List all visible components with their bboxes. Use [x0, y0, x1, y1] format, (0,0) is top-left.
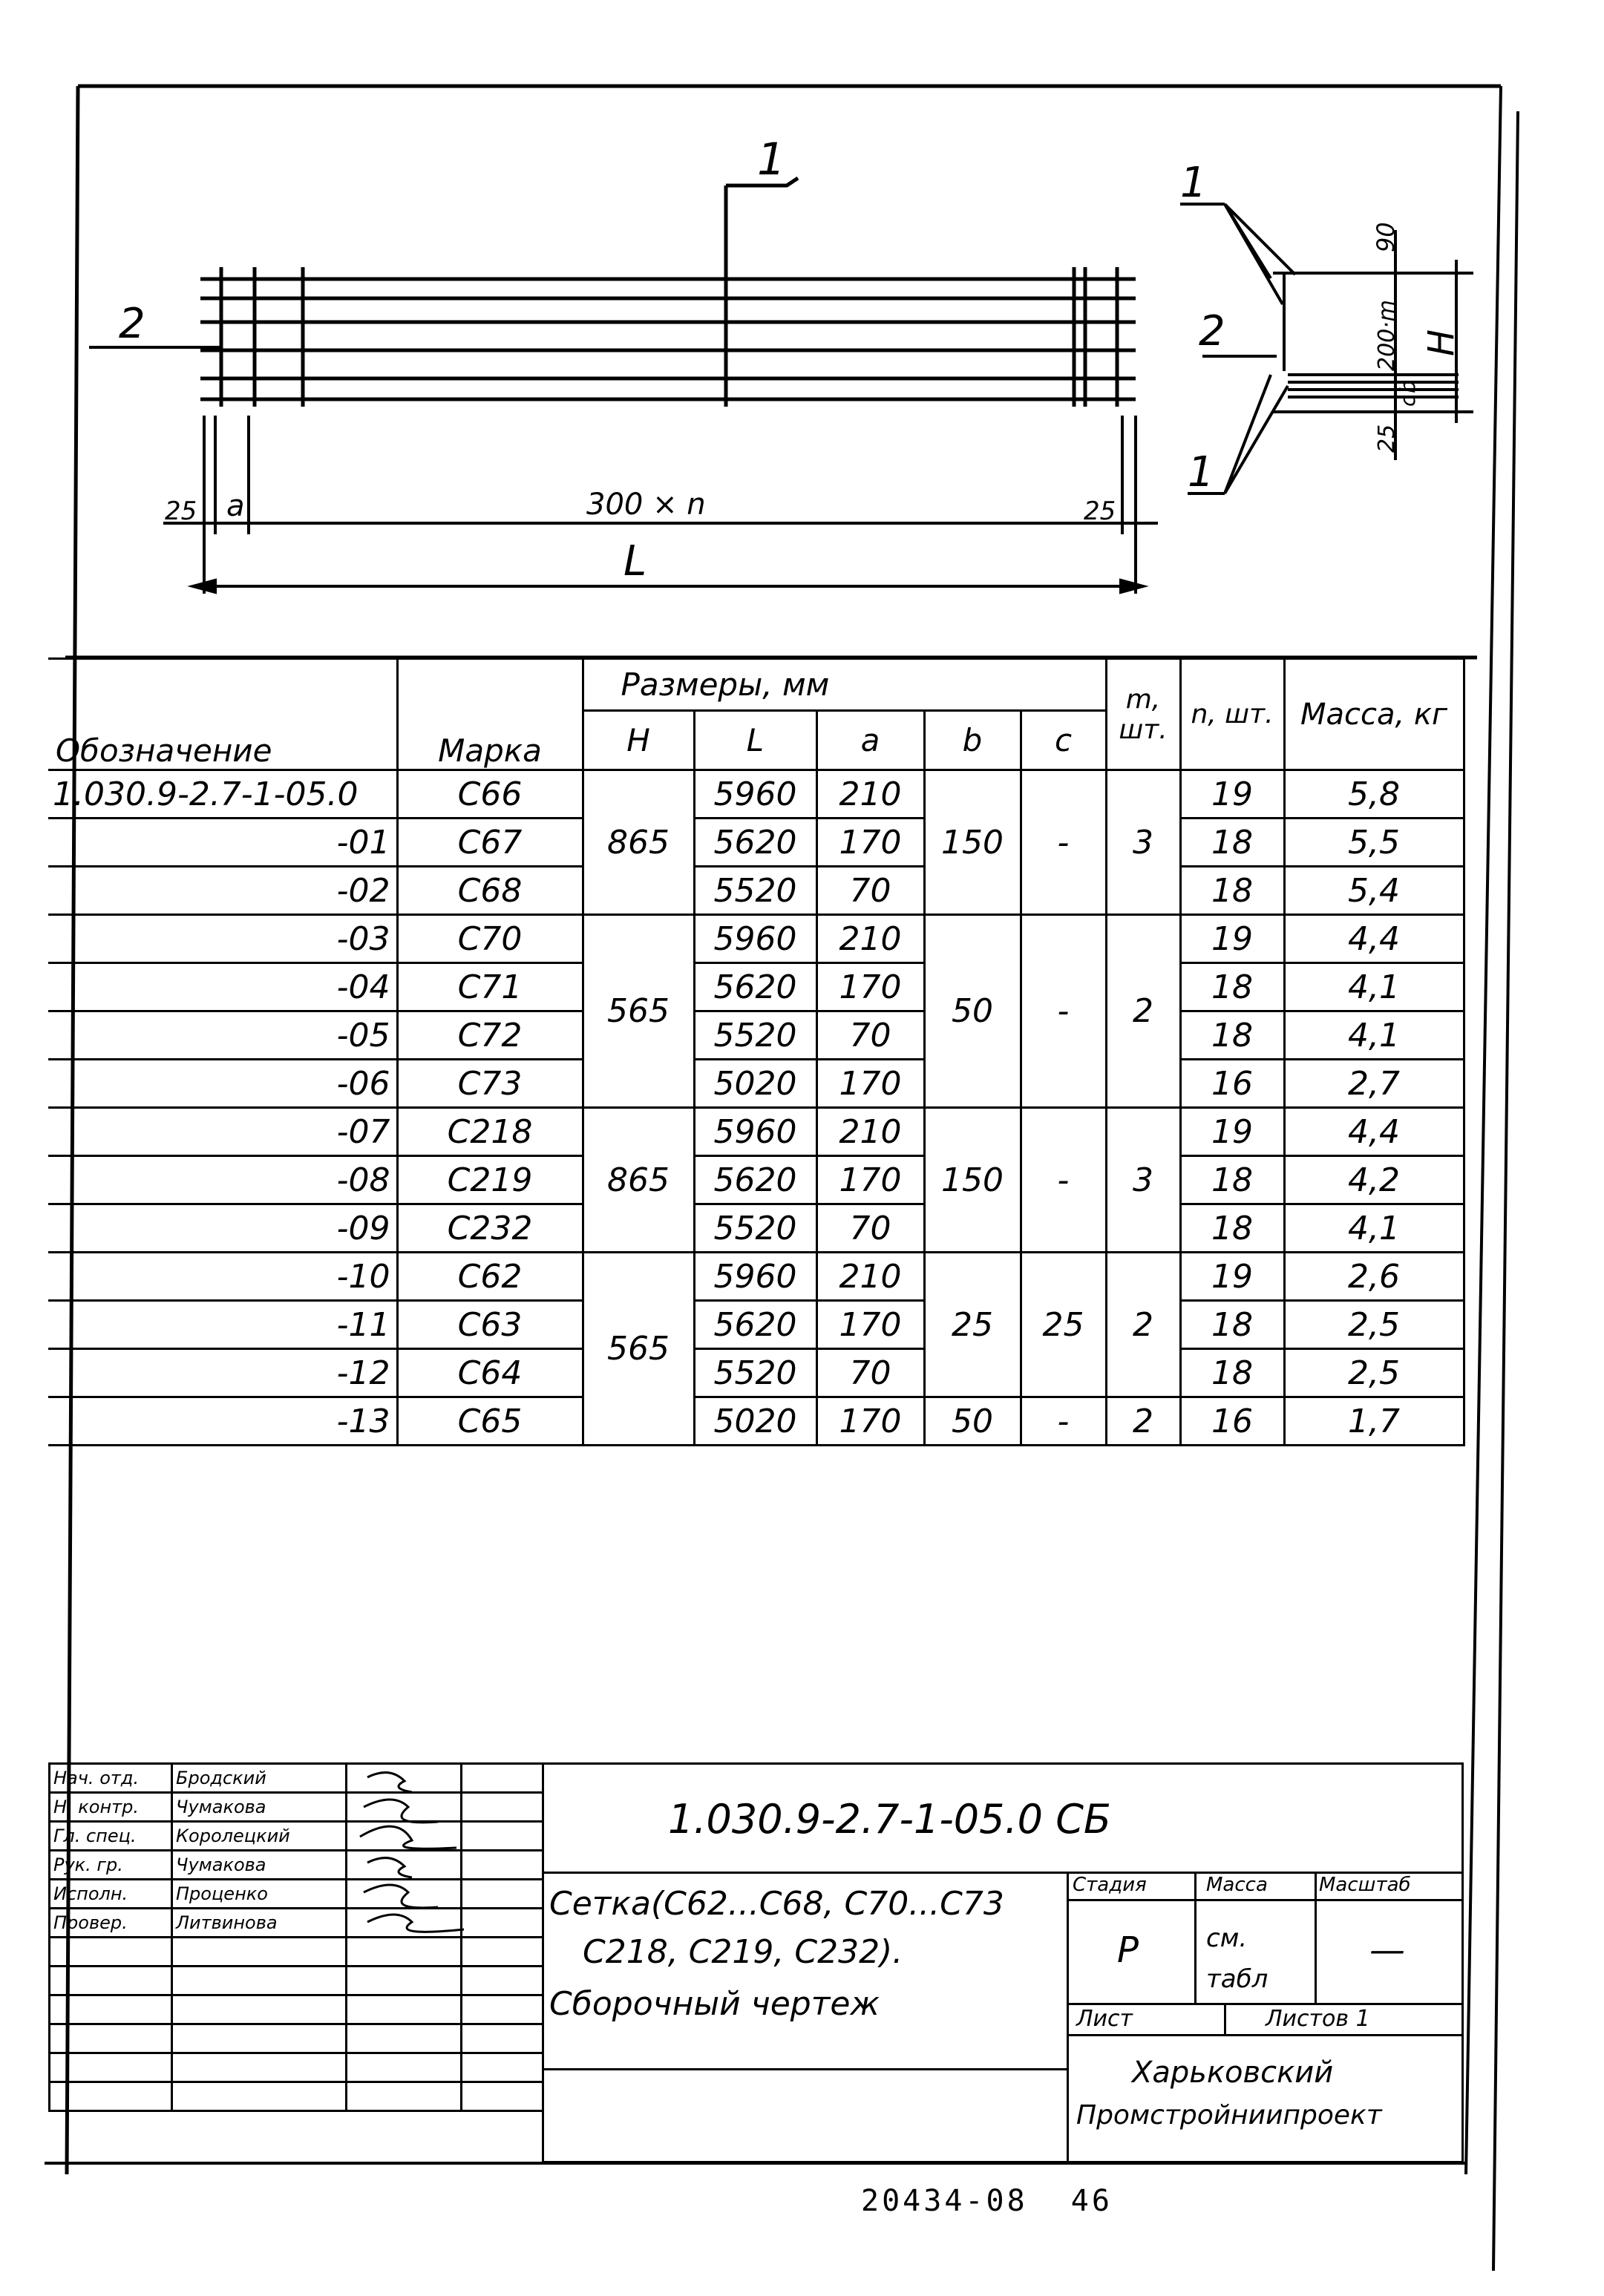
- table-row: [48, 1108, 1464, 1156]
- row-n: 18: [1180, 1011, 1284, 1060]
- mass-value: см. табл: [1206, 1923, 1269, 1994]
- col-m-header: m, шт.: [1106, 659, 1180, 770]
- col-a-header: a: [816, 711, 924, 770]
- row-L: 5620: [694, 963, 816, 1011]
- group-c: -: [1021, 1397, 1106, 1446]
- group-c: -: [1021, 915, 1106, 1108]
- group-b: 25: [924, 1253, 1021, 1397]
- row-mark: С70: [397, 915, 583, 963]
- table-row: [48, 1156, 1464, 1204]
- row-n: 19: [1180, 1108, 1284, 1156]
- row-L: 5960: [694, 915, 816, 963]
- mass-label: Масса: [1206, 1874, 1268, 1896]
- title-block: [48, 1762, 1464, 2163]
- row-a: 70: [816, 1011, 924, 1060]
- row-n: 16: [1180, 1397, 1284, 1446]
- row-L: 5620: [694, 1301, 816, 1349]
- col-H-header: H: [583, 711, 694, 770]
- dim-200m: 200·m: [1374, 299, 1400, 371]
- row-L: 5020: [694, 1060, 816, 1108]
- specification-table: [48, 657, 1465, 1446]
- dim-25-left: 25: [165, 496, 197, 526]
- dim-c: c: [1395, 395, 1420, 407]
- organization-line-1: Харьковский: [1132, 2056, 1334, 2090]
- table-row: [48, 963, 1464, 1011]
- mesh-longitudinal-bars: [200, 279, 1136, 399]
- row-n: 19: [1180, 915, 1284, 963]
- table-row: [48, 770, 1464, 819]
- row-mark: С232: [397, 1204, 583, 1253]
- row-mass: 2,6: [1284, 1253, 1464, 1301]
- date-cell: [462, 1967, 543, 1995]
- dim-90: 90: [1372, 222, 1400, 252]
- row-mass: 4,2: [1284, 1156, 1464, 1204]
- col-mark-header: Марка: [397, 659, 583, 770]
- title-line-1: Сетка(С62...С68, С70...С73: [549, 1885, 1004, 1923]
- role-label: Исполн.: [50, 1880, 172, 1909]
- table-row: [48, 867, 1464, 915]
- bar-2-label: 2: [119, 300, 145, 348]
- col-L-header: L: [694, 711, 816, 770]
- table-row: [48, 1349, 1464, 1397]
- row-mass: 2,7: [1284, 1060, 1464, 1108]
- row-n: 19: [1180, 1253, 1284, 1301]
- row-designation: -11: [48, 1301, 397, 1349]
- sheets-label: Листов 1: [1266, 2006, 1370, 2032]
- person-name: Чумакова: [172, 1793, 347, 1822]
- row-mark: С64: [397, 1349, 583, 1397]
- dim-a: a: [226, 489, 245, 523]
- row-mass: 4,1: [1284, 1204, 1464, 1253]
- table-row: [48, 1060, 1464, 1108]
- col-designation-header: Обозначение: [48, 659, 397, 770]
- col-c-header: c: [1021, 711, 1106, 770]
- row-designation: -08: [48, 1156, 397, 1204]
- row-designation: -13: [48, 1397, 397, 1446]
- row-mass: 2,5: [1284, 1349, 1464, 1397]
- row-mark: С219: [397, 1156, 583, 1204]
- row-mass: 5,8: [1284, 770, 1464, 819]
- row-n: 19: [1180, 770, 1284, 819]
- row-a: 170: [816, 1397, 924, 1446]
- row-mark: С218: [397, 1108, 583, 1156]
- role-label: Гл. спец.: [50, 1822, 172, 1851]
- role-label: [50, 1995, 172, 2024]
- row-designation: -05: [48, 1011, 397, 1060]
- role-label: [50, 1967, 172, 1995]
- row-L: 5520: [694, 1011, 816, 1060]
- row-mark: С65: [397, 1397, 583, 1446]
- row-mass: 4,1: [1284, 963, 1464, 1011]
- row-designation: -12: [48, 1349, 397, 1397]
- person-name: [172, 1995, 347, 2024]
- col-sizes-header: Размеры, мм: [583, 659, 1106, 711]
- dim-25-right: 25: [1084, 496, 1116, 526]
- table-row: [48, 1253, 1464, 1301]
- frame-right: [1466, 86, 1501, 2174]
- row-mass: 5,4: [1284, 867, 1464, 915]
- title-line-3: Сборочный чертеж: [549, 1985, 880, 2023]
- person-name: [172, 1938, 347, 1967]
- dim-25-side: 25: [1374, 424, 1400, 453]
- blank-lower-cell: [542, 2068, 1069, 2163]
- row-L: 5620: [694, 819, 816, 867]
- row-mass: 5,5: [1284, 819, 1464, 867]
- group-H: 865: [583, 1108, 694, 1253]
- row-designation: -01: [48, 819, 397, 867]
- section-mark-lower-right: 1: [1188, 448, 1214, 496]
- row-a: 70: [816, 1349, 924, 1397]
- group-b: 150: [924, 770, 1021, 915]
- row-designation: -06: [48, 1060, 397, 1108]
- row-a: 210: [816, 915, 924, 963]
- row-L: 5960: [694, 770, 816, 819]
- group-m: 2: [1106, 1397, 1180, 1446]
- group-c: -: [1021, 770, 1106, 915]
- row-a: 170: [816, 1060, 924, 1108]
- group-b: 50: [924, 915, 1021, 1108]
- row-a: 210: [816, 770, 924, 819]
- row-mass: 2,5: [1284, 1301, 1464, 1349]
- row-L: 5960: [694, 1108, 816, 1156]
- row-mark: С67: [397, 819, 583, 867]
- group-m: 2: [1106, 1253, 1180, 1397]
- row-a: 170: [816, 963, 924, 1011]
- signature-row: [50, 2082, 543, 2111]
- row-a: 210: [816, 1108, 924, 1156]
- bar-2-label-right: 2: [1199, 307, 1225, 355]
- row-n: 18: [1180, 1156, 1284, 1204]
- group-c: 25: [1021, 1253, 1106, 1397]
- signature-row: [50, 1995, 543, 2024]
- row-designation: 1.030.9-2.7-1-05.0: [48, 770, 397, 819]
- row-a: 70: [816, 867, 924, 915]
- role-label: Н. контр.: [50, 1793, 172, 1822]
- row-a: 210: [816, 1253, 924, 1301]
- row-mark: С73: [397, 1060, 583, 1108]
- date-cell: [462, 2082, 543, 2111]
- scale-value: —: [1369, 1929, 1405, 1971]
- group-b: 50: [924, 1397, 1021, 1446]
- table-row: [48, 915, 1464, 963]
- group-b: 150: [924, 1108, 1021, 1253]
- row-a: 170: [816, 1156, 924, 1204]
- role-label: Рук. гр.: [50, 1851, 172, 1880]
- row-designation: -02: [48, 867, 397, 915]
- signature-row: [50, 2024, 543, 2053]
- row-mark: С71: [397, 963, 583, 1011]
- role-label: [50, 1938, 172, 1967]
- person-name: Королецкий: [172, 1822, 347, 1851]
- row-mark: С63: [397, 1301, 583, 1349]
- row-L: 5960: [694, 1253, 816, 1301]
- row-a: 170: [816, 1301, 924, 1349]
- table-row: [48, 1301, 1464, 1349]
- dim-H: H: [1421, 329, 1462, 356]
- document-code: 1.030.9-2.7-1-05.0 СБ: [668, 1796, 1111, 1843]
- row-n: 18: [1180, 963, 1284, 1011]
- table-row: [48, 1397, 1464, 1446]
- role-label: Нач. отд.: [50, 1764, 172, 1793]
- row-mass: 4,4: [1284, 915, 1464, 963]
- dim-300n: 300 × n: [586, 488, 706, 522]
- row-mark: С72: [397, 1011, 583, 1060]
- row-a: 70: [816, 1204, 924, 1253]
- row-mass: 1,7: [1284, 1397, 1464, 1446]
- section-mark-label: 1: [757, 134, 786, 186]
- scale-label: Масштаб: [1319, 1874, 1411, 1896]
- group-H: 565: [583, 915, 694, 1108]
- footer-code: [861, 2184, 1113, 2218]
- role-label: [50, 2082, 172, 2111]
- row-a: 170: [816, 819, 924, 867]
- stage-value: Р: [1117, 1929, 1139, 1971]
- person-name: Чумакова: [172, 1851, 347, 1880]
- row-L: 5520: [694, 1349, 816, 1397]
- role-label: [50, 2053, 172, 2082]
- row-L: 5520: [694, 1204, 816, 1253]
- signature: [347, 1967, 462, 1995]
- table-row: [48, 1011, 1464, 1060]
- col-mass-header: Масса, кг: [1284, 659, 1464, 770]
- row-mark: С62: [397, 1253, 583, 1301]
- row-n: 18: [1180, 1349, 1284, 1397]
- row-designation: -10: [48, 1253, 397, 1301]
- group-m: 3: [1106, 770, 1180, 915]
- date-cell: [462, 1995, 543, 2024]
- group-H: 565: [583, 1253, 694, 1446]
- signature-row: [50, 1967, 543, 1995]
- person-name: Проценко: [172, 1880, 347, 1909]
- section-mark-upper-right: 1: [1180, 159, 1207, 207]
- person-name: [172, 2082, 347, 2111]
- row-mass: 4,4: [1284, 1108, 1464, 1156]
- signature: [347, 2082, 462, 2111]
- role-label: [50, 2024, 172, 2053]
- row-n: 18: [1180, 1301, 1284, 1349]
- row-L: 5620: [694, 1156, 816, 1204]
- handwritten-signatures: [353, 1762, 538, 1955]
- page-number: 46: [1070, 2184, 1113, 2218]
- row-L: 5520: [694, 867, 816, 915]
- row-n: 18: [1180, 867, 1284, 915]
- person-name: [172, 1967, 347, 1995]
- organization-line-2: Промстройниипроект: [1076, 2100, 1382, 2131]
- row-mass: 4,1: [1284, 1011, 1464, 1060]
- date-cell: [462, 2024, 543, 2053]
- row-L: 5020: [694, 1397, 816, 1446]
- row-mark: С66: [397, 770, 583, 819]
- row-designation: -09: [48, 1204, 397, 1253]
- person-name: [172, 2053, 347, 2082]
- sheet-label: Лист: [1076, 2006, 1133, 2032]
- group-H: 865: [583, 770, 694, 915]
- date-cell: [462, 2053, 543, 2082]
- row-designation: -07: [48, 1108, 397, 1156]
- mesh-transverse-bars: [221, 186, 1117, 407]
- dim-b: b: [1395, 380, 1420, 393]
- table-header-row-1: [48, 659, 1464, 711]
- signature: [347, 2053, 462, 2082]
- role-label: Провер.: [50, 1909, 172, 1938]
- stage-label: Стадия: [1073, 1874, 1147, 1896]
- person-name: [172, 2024, 347, 2053]
- signature: [347, 1995, 462, 2024]
- group-c: -: [1021, 1108, 1106, 1253]
- col-n-header: n, шт.: [1180, 659, 1284, 770]
- signature-row: [50, 2053, 543, 2082]
- row-n: 16: [1180, 1060, 1284, 1108]
- frame-right-outer: [1493, 111, 1518, 2271]
- row-designation: -03: [48, 915, 397, 963]
- row-mark: С68: [397, 867, 583, 915]
- row-n: 18: [1180, 819, 1284, 867]
- person-name: Литвинова: [172, 1909, 347, 1938]
- table-row: [48, 819, 1464, 867]
- archive-code: 20434-08: [861, 2184, 1028, 2218]
- table-row: [48, 1204, 1464, 1253]
- group-m: 2: [1106, 915, 1180, 1108]
- row-n: 18: [1180, 1204, 1284, 1253]
- dim-L: L: [623, 537, 647, 586]
- title-line-2: С218, С219, С232).: [583, 1933, 903, 1971]
- person-name: Бродский: [172, 1764, 347, 1793]
- row-designation: -04: [48, 963, 397, 1011]
- col-b-header: b: [924, 711, 1021, 770]
- signature: [347, 2024, 462, 2053]
- group-m: 3: [1106, 1108, 1180, 1253]
- organization-cell: [1067, 2034, 1464, 2163]
